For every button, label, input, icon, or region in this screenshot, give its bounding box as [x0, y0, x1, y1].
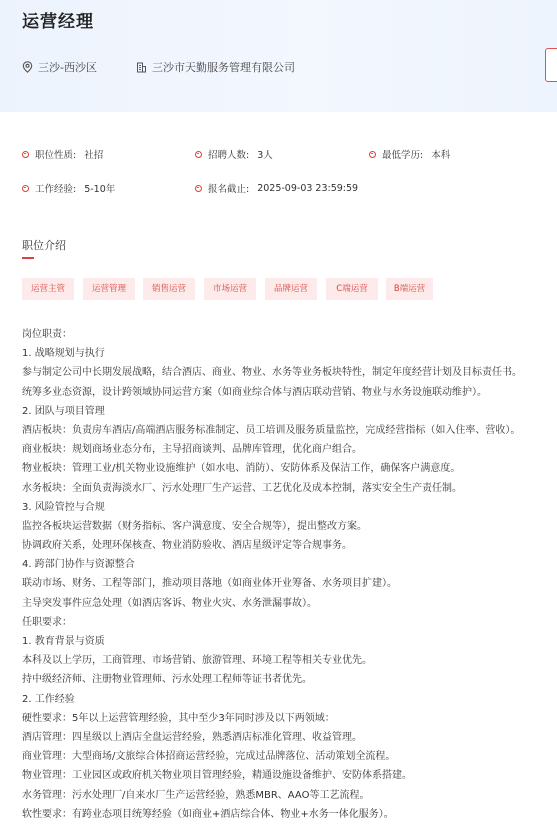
info-label: 报名截止:	[208, 184, 250, 195]
description-line: 本科及以上学历，工商管理、市场营销、旅游管理、环境工程等相关专业优先。	[22, 655, 372, 667]
description-line: 水务板块：全面负责海淡水厂、污水处理厂生产运营、工艺优化及成本控制，落实安全生产责任制。	[22, 482, 462, 494]
info-value: 3人	[257, 150, 273, 161]
job-description	[22, 325, 557, 824]
job-title: 运营经理	[22, 12, 94, 32]
description-line: 软性要求：有跨业态项目统筹经验（如商业+酒店综合体、物业+水务一体化服务）。	[22, 808, 394, 820]
target-dot-icon	[369, 151, 376, 158]
info-label: 招聘人数:	[208, 150, 250, 161]
info-value: 社招	[84, 150, 104, 161]
info-deadline	[195, 181, 358, 195]
info-value: 本科	[431, 150, 451, 161]
tag: 销售运营	[143, 278, 195, 300]
description-line: 持中级经济师、注册物业管理师、污水处理工程师等证书者优先。	[22, 674, 312, 686]
description-line: 商业管理：大型商场/文旅综合体招商运营经验，完成过品牌落位、活动策划全流程。	[22, 751, 396, 763]
description-line: 4. 跨部门协作与资源整合	[22, 559, 135, 571]
location-text: 三沙-西沙区	[38, 61, 97, 74]
tag: B端运营	[386, 278, 433, 300]
info-headcount	[195, 147, 273, 161]
target-dot-icon	[195, 185, 202, 192]
description-line: 联动市场、财务、工程等部门，推动项目落地（如商业体开业筹备、水务项目扩建）。	[22, 578, 397, 590]
tag: 品牌运营	[265, 278, 317, 300]
description-line: 参与制定公司中长期发展战略，结合酒店、商业、物业、水务等业务板块特性，制定年度经营计划及目标责任书。	[22, 367, 522, 379]
location-meta	[22, 59, 97, 75]
description-line: 物业管理：工业园区或政府机关物业项目管理经验，精通设施设备维护、安防体系搭建。	[22, 770, 412, 782]
description-line: 硬性要求：5年以上运营管理经验，其中至少3年同时涉及以下两领域：	[22, 712, 335, 724]
info-experience	[22, 181, 115, 195]
description-line: 任职要求：	[22, 616, 72, 628]
info-education	[369, 147, 450, 161]
tag: 运营管理	[83, 278, 135, 300]
target-dot-icon	[22, 151, 29, 158]
section-underline	[22, 257, 34, 259]
description-line: 统筹多业态资源，设计跨领域协同运营方案（如商业综合体与酒店联动营销、物业与水务设施联动维护）。	[22, 386, 487, 398]
target-dot-icon	[195, 151, 202, 158]
target-dot-icon	[22, 185, 29, 192]
description-line: 1. 教育背景与资质	[22, 636, 105, 647]
company-meta	[136, 59, 295, 75]
location-pin-icon	[22, 61, 33, 73]
description-line: 1. 战略规划与执行	[22, 348, 105, 360]
description-line: 2. 工作经验	[22, 693, 75, 705]
job-header	[0, 0, 557, 112]
description-line: 监控各板块运营数据（财务指标、客户满意度、安全合规等），提出整改方案。	[22, 520, 367, 532]
description-line: 水务管理：污水处理厂/自来水厂生产运营经验，熟悉MBR、AAO等工艺流程。	[22, 789, 370, 801]
tag: 运营主管	[22, 278, 74, 300]
description-line: 3. 风险管控与合规	[22, 501, 105, 513]
description-line: 物业板块：管理工业/机关物业设施维护（如水电、消防）、安防体系及保洁工作，确保客户满意度。	[22, 463, 461, 475]
section-title: 职位介绍	[22, 239, 66, 252]
building-icon	[136, 62, 147, 73]
tag: 市场运营	[204, 278, 256, 300]
description-line: 商业板块：规划商场业态分布，主导招商谈判、品牌库管理，优化商户组合。	[22, 444, 362, 456]
company-name[interactable]: 三沙市天勤服务管理有限公司	[151, 61, 295, 74]
description-line: 主导突发事件应急处理（如酒店客诉、物业火灾、水务泄漏事故）。	[22, 597, 317, 609]
info-nature	[22, 147, 103, 161]
info-value: 2025-09-03 23:59:59	[257, 182, 359, 194]
description-line: 酒店板块：负责房车酒店/高端酒店服务标准制定、员工培训及服务质量监控，完成经营指标（如入住率、营收）。	[22, 424, 521, 436]
info-label: 职位性质:	[35, 150, 77, 161]
info-value: 5-10年	[84, 184, 116, 195]
description-line: 岗位职责：	[22, 329, 72, 340]
description-line: 酒店管理：四星级以上酒店全盘运营经验，熟悉酒店标准化管理、收益管理。	[22, 731, 362, 743]
apply-button[interactable]	[545, 48, 557, 82]
job-info-grid	[22, 145, 542, 201]
description-line: 协调政府关系，处理环保核查、物业消防验收、酒店星级评定等合规事务。	[22, 540, 352, 552]
job-meta-row	[22, 59, 295, 75]
description-line: 2. 团队与项目管理	[22, 405, 105, 417]
info-label: 工作经验:	[35, 184, 77, 195]
tag: C端运营	[326, 278, 378, 300]
info-label: 最低学历:	[382, 150, 424, 161]
